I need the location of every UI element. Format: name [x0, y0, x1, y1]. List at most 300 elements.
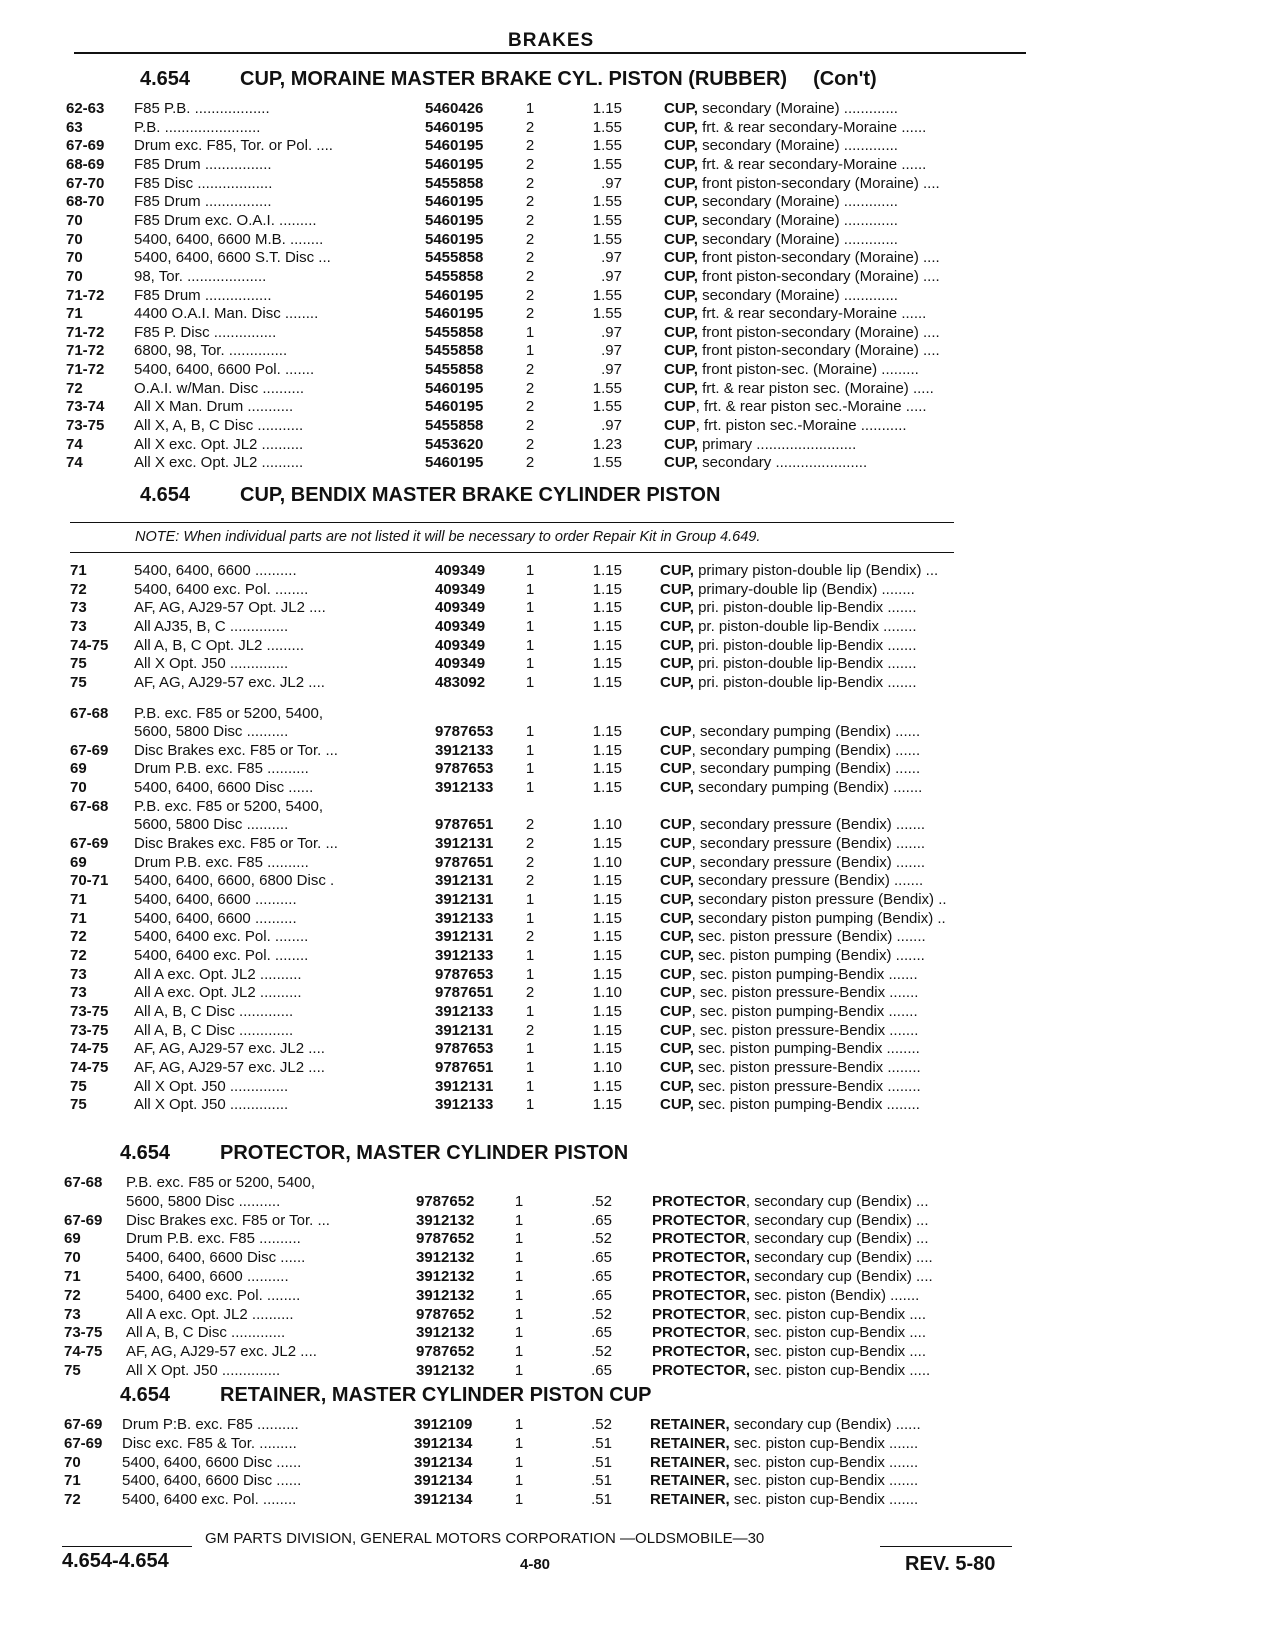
model-application: All A exc. Opt. JL2 .......... [134, 984, 302, 1001]
quantity: 2 [525, 454, 535, 471]
quantity: 2 [525, 305, 535, 322]
parts-row [0, 1491, 1280, 1509]
model-application: F85 Drum exc. O.A.I. ......... [134, 212, 317, 229]
price: 1.15 [592, 1003, 622, 1020]
price: .51 [591, 1491, 612, 1508]
price: .97 [601, 342, 622, 359]
parts-row [0, 1362, 1280, 1380]
model-year: 74-75 [70, 1040, 109, 1057]
parts-row [0, 1174, 1280, 1192]
model-year: 74 [66, 454, 83, 471]
model-year: 73-75 [70, 1003, 109, 1020]
quantity: 2 [525, 287, 535, 304]
price: 1.15 [592, 835, 622, 852]
model-year: 73 [70, 984, 87, 1001]
part-number: 3912132 [416, 1268, 475, 1285]
model-year: 73 [70, 618, 87, 635]
part-name: PROTECTOR [652, 1212, 746, 1229]
quantity: 2 [525, 193, 535, 210]
model-year: 67-69 [64, 1416, 103, 1433]
model-year: 72 [66, 380, 83, 397]
model-application: 4400 O.A.I. Man. Disc ........ [134, 305, 319, 322]
part-detail: secondary (Moraine) ............. [697, 193, 898, 210]
model-application: F85 Drum ................ [134, 287, 272, 304]
model-year: 75 [70, 674, 87, 691]
model-year: 69 [70, 760, 87, 777]
price: 1.15 [592, 100, 622, 117]
part-detail: primary ........................ [697, 436, 857, 453]
quantity: 2 [525, 175, 535, 192]
model-year: 67-68 [64, 1174, 103, 1191]
price: .65 [591, 1287, 612, 1304]
part-detail: , secondary pressure (Bendix) ....... [691, 854, 926, 871]
price: 1.15 [592, 723, 622, 740]
part-description [664, 268, 1010, 286]
section-note: NOTE: When individual parts are not listed it will be necessary to order Repair Kit in Group 4.649. [135, 529, 761, 545]
part-name: CUP, [664, 342, 698, 359]
part-name: CUP, [664, 454, 698, 471]
model-year: 70 [64, 1249, 81, 1266]
part-name: RETAINER, [650, 1435, 730, 1452]
parts-row [0, 1078, 1280, 1096]
part-description [660, 966, 1010, 984]
part-number: 5455858 [425, 324, 484, 341]
part-description [650, 1472, 1010, 1490]
parts-row [0, 835, 1280, 853]
part-description [650, 1491, 1010, 1509]
part-number: 3912134 [414, 1472, 473, 1489]
part-name: CUP, [660, 618, 694, 635]
part-number: 9787653 [435, 723, 494, 740]
part-detail: secondary piston pumping (Bendix) .. [693, 910, 946, 927]
model-year: 71-72 [66, 342, 105, 359]
part-name: CUP, [660, 872, 694, 889]
part-name: CUP, [660, 1078, 694, 1095]
part-detail: primary-double lip (Bendix) ........ [693, 581, 915, 598]
section-title [120, 1142, 628, 1165]
price: 1.15 [592, 910, 622, 927]
parts-row [0, 324, 1280, 342]
model-application: All A, B, C Disc ............. [134, 1022, 294, 1039]
parts-row [0, 156, 1280, 174]
part-detail: secondary (Moraine) ............. [697, 287, 898, 304]
part-description [660, 760, 1010, 778]
parts-row [0, 1343, 1280, 1361]
section-title-text: CUP, MORAINE MASTER BRAKE CYL. PISTON (RUBBER) [240, 68, 788, 90]
section-group-number: 4.654 [140, 484, 191, 506]
model-application: 5400, 6400, 6600 Disc ...... [122, 1454, 302, 1471]
model-application: All A, B, C Disc ............. [126, 1324, 286, 1341]
parts-row [0, 342, 1280, 360]
parts-row [0, 119, 1280, 137]
parts-row [0, 947, 1280, 965]
price: .65 [591, 1268, 612, 1285]
part-number: 3912132 [416, 1287, 475, 1304]
model-application: 5600, 5800 Disc .......... [134, 723, 289, 740]
quantity: 2 [525, 816, 535, 833]
section-title-text: RETAINER, MASTER CYLINDER PISTON CUP [220, 1384, 652, 1406]
part-number: 5460195 [425, 398, 484, 415]
part-number: 5460195 [425, 156, 484, 173]
part-detail: primary piston-double lip (Bendix) ... [693, 562, 939, 579]
model-application: 98, Tor. ................... [134, 268, 267, 285]
model-application: Drum P:B. exc. F85 .......... [122, 1416, 299, 1433]
part-detail: sec. piston cup-Bendix ....... [729, 1472, 919, 1489]
part-number: 5460195 [425, 119, 484, 136]
part-description [664, 342, 1010, 360]
quantity: 1 [525, 742, 535, 759]
quantity: 1 [514, 1287, 524, 1304]
parts-row [0, 137, 1280, 155]
price: 1.15 [592, 1022, 622, 1039]
parts-row [0, 175, 1280, 193]
quantity: 1 [525, 723, 535, 740]
part-name: CUP [660, 1022, 692, 1039]
parts-row [0, 966, 1280, 984]
price: 1.15 [592, 872, 622, 889]
model-application: 5400, 6400, 6600 S.T. Disc ... [134, 249, 331, 266]
part-detail: sec. piston cup-Bendix ....... [729, 1435, 919, 1452]
model-application: All A exc. Opt. JL2 .......... [126, 1306, 294, 1323]
part-description [652, 1230, 1010, 1248]
model-application: 5400, 6400, 6600 Disc ...... [122, 1472, 302, 1489]
price: 1.15 [592, 1096, 622, 1113]
model-application: AF, AG, AJ29-57 exc. JL2 .... [126, 1343, 317, 1360]
quantity: 1 [514, 1193, 524, 1210]
part-name: CUP, [664, 324, 698, 341]
part-number: 3912132 [416, 1249, 475, 1266]
price: .97 [601, 324, 622, 341]
quantity: 2 [525, 249, 535, 266]
parts-row [0, 287, 1280, 305]
parts-row [0, 212, 1280, 230]
quantity: 1 [514, 1472, 524, 1489]
part-description [660, 872, 1010, 890]
part-name: PROTECTOR [652, 1193, 746, 1210]
part-detail: , secondary pressure (Bendix) ....... [691, 835, 926, 852]
model-application: All AJ35, B, C .............. [134, 618, 289, 635]
parts-row [0, 599, 1280, 617]
part-number: 3912109 [414, 1416, 473, 1433]
parts-row [0, 581, 1280, 599]
part-name: CUP, [660, 928, 694, 945]
part-number: 3912132 [416, 1212, 475, 1229]
model-year: 73-75 [70, 1022, 109, 1039]
parts-row [0, 305, 1280, 323]
model-application: Disc exc. F85 & Tor. ......... [122, 1435, 297, 1452]
model-year: 72 [64, 1287, 81, 1304]
model-application: AF, AG, AJ29-57 exc. JL2 .... [134, 1059, 325, 1076]
part-number: 5460426 [425, 100, 484, 117]
part-description [660, 655, 1010, 673]
part-description [650, 1454, 1010, 1472]
part-number: 5460195 [425, 305, 484, 322]
quantity: 1 [514, 1306, 524, 1323]
model-application: All A, B, C Opt. JL2 ......... [134, 637, 305, 654]
parts-row [0, 1472, 1280, 1490]
part-number: 5455858 [425, 268, 484, 285]
part-name: CUP [660, 723, 692, 740]
model-application: 5400, 6400, 6600, 6800 Disc . [134, 872, 335, 889]
part-number: 3912134 [414, 1454, 473, 1471]
model-application: All A exc. Opt. JL2 .......... [134, 966, 302, 983]
parts-row [0, 1003, 1280, 1021]
part-number: 3912131 [435, 835, 494, 852]
model-year: 72 [70, 947, 87, 964]
model-year: 71 [70, 891, 87, 908]
parts-row [0, 984, 1280, 1002]
part-number: 409349 [435, 581, 486, 598]
part-description [664, 417, 1010, 435]
part-name: CUP, [660, 1059, 694, 1076]
part-number: 9787652 [416, 1230, 475, 1247]
part-number: 409349 [435, 562, 486, 579]
part-name: CUP, [664, 361, 698, 378]
model-year: 73-74 [66, 398, 105, 415]
parts-row [0, 1040, 1280, 1058]
model-year: 73-75 [64, 1324, 103, 1341]
model-application: 5400, 6400 exc. Pol. ........ [134, 928, 309, 945]
part-number: 5453620 [425, 436, 484, 453]
model-application: O.A.I. w/Man. Disc .......... [134, 380, 305, 397]
quantity: 2 [525, 928, 535, 945]
quantity: 1 [514, 1435, 524, 1452]
part-number: 409349 [435, 599, 486, 616]
model-year: 71 [66, 305, 83, 322]
price: 1.15 [592, 1040, 622, 1057]
price: 1.15 [592, 637, 622, 654]
quantity: 1 [525, 779, 535, 796]
price: .51 [591, 1454, 612, 1471]
part-description [660, 835, 1010, 853]
part-name: CUP, [664, 212, 698, 229]
part-detail: , sec. piston pumping-Bendix ....... [691, 1003, 918, 1020]
price: 1.10 [592, 984, 622, 1001]
part-name: CUP, [664, 436, 698, 453]
parts-row [0, 1435, 1280, 1453]
part-name: CUP, [660, 655, 694, 672]
model-application: 5400, 6400, 6600 Disc ...... [126, 1249, 306, 1266]
part-number: 3912131 [435, 1022, 494, 1039]
price: .97 [601, 417, 622, 434]
parts-row [0, 1249, 1280, 1267]
part-name: CUP, [664, 156, 698, 173]
part-number: 3912133 [435, 1096, 494, 1113]
part-number: 9787653 [435, 760, 494, 777]
model-application: Disc Brakes exc. F85 or Tor. ... [134, 835, 338, 852]
quantity: 2 [525, 361, 535, 378]
part-detail: frt. & rear secondary-Moraine ...... [697, 305, 927, 322]
quantity: 1 [514, 1416, 524, 1433]
part-detail: pri. piston-double lip-Bendix ....... [693, 674, 917, 691]
part-description [664, 380, 1010, 398]
part-detail: , secondary pumping (Bendix) ...... [691, 742, 921, 759]
parts-row [0, 779, 1280, 797]
part-description [664, 305, 1010, 323]
section-title [140, 68, 877, 91]
model-year: 70 [66, 231, 83, 248]
price: .51 [591, 1472, 612, 1489]
page-header: BRAKES [508, 30, 595, 51]
part-number: 5455858 [425, 249, 484, 266]
part-name: CUP, [664, 268, 698, 285]
model-year: 67-68 [70, 705, 109, 722]
part-detail: front piston-secondary (Moraine) .... [697, 268, 940, 285]
model-application: 6800, 98, Tor. .............. [134, 342, 288, 359]
quantity: 2 [525, 835, 535, 852]
parts-row [0, 100, 1280, 118]
model-application: 5400, 6400, 6600 .......... [134, 891, 297, 908]
model-year: 70 [64, 1454, 81, 1471]
parts-row [0, 417, 1280, 435]
model-year: 73 [70, 599, 87, 616]
model-application: 5400, 6400, 6600 Pol. ....... [134, 361, 315, 378]
quantity: 1 [525, 342, 535, 359]
parts-row [0, 742, 1280, 760]
quantity: 2 [525, 398, 535, 415]
quantity: 2 [525, 854, 535, 871]
footer-rule-right [880, 1546, 1012, 1547]
model-year: 75 [64, 1362, 81, 1379]
section-title [120, 1384, 652, 1407]
part-description [664, 231, 1010, 249]
part-detail: secondary ...................... [697, 454, 868, 471]
model-year: 75 [70, 655, 87, 672]
part-number: 9787652 [416, 1343, 475, 1360]
part-description [664, 156, 1010, 174]
quantity: 1 [525, 581, 535, 598]
part-name: RETAINER, [650, 1454, 730, 1471]
model-year: 68-69 [66, 156, 105, 173]
part-name: CUP, [664, 193, 698, 210]
part-name: CUP [660, 984, 692, 1001]
model-application: Drum P.B. exc. F85 .......... [134, 854, 309, 871]
parts-row [0, 1022, 1280, 1040]
model-application: All X Opt. J50 .............. [134, 1078, 289, 1095]
price: 1.15 [592, 742, 622, 759]
part-detail: , secondary cup (Bendix) ... [745, 1212, 929, 1229]
parts-row [0, 454, 1280, 472]
model-application: Disc Brakes exc. F85 or Tor. ... [126, 1212, 330, 1229]
model-year: 67-68 [70, 798, 109, 815]
parts-row [0, 655, 1280, 673]
parts-row [0, 562, 1280, 580]
part-description [660, 1078, 1010, 1096]
part-detail: pri. piston-double lip-Bendix ....... [693, 655, 917, 672]
model-application: All X exc. Opt. JL2 .......... [134, 454, 304, 471]
quantity: 2 [525, 380, 535, 397]
part-number: 9787652 [416, 1306, 475, 1323]
part-name: CUP, [664, 175, 698, 192]
part-description [660, 854, 1010, 872]
part-description [664, 212, 1010, 230]
parts-row [0, 1324, 1280, 1342]
part-name: RETAINER, [650, 1491, 730, 1508]
part-description [660, 674, 1010, 692]
model-application: F85 Drum ................ [134, 193, 272, 210]
quantity: 1 [525, 618, 535, 635]
quantity: 1 [525, 562, 535, 579]
footer-group-range: 4.654-4.654 [62, 1550, 169, 1572]
part-detail: front piston-secondary (Moraine) .... [697, 324, 940, 341]
part-number: 5455858 [425, 342, 484, 359]
price: 1.55 [592, 212, 622, 229]
model-year: 62-63 [66, 100, 105, 117]
parts-row [0, 1059, 1280, 1077]
part-description [652, 1249, 1010, 1267]
part-description [660, 928, 1010, 946]
part-number: 5460195 [425, 287, 484, 304]
model-application: 5600, 5800 Disc .......... [134, 816, 289, 833]
parts-row [0, 637, 1280, 655]
parts-row [0, 1306, 1280, 1324]
part-description [652, 1324, 1010, 1342]
quantity: 1 [514, 1491, 524, 1508]
part-name: PROTECTOR, [652, 1268, 751, 1285]
part-description [664, 249, 1010, 267]
model-application: All X Opt. J50 .............. [134, 1096, 289, 1113]
price: 1.15 [592, 581, 622, 598]
quantity: 2 [525, 231, 535, 248]
model-year: 67-69 [64, 1435, 103, 1452]
price: .97 [601, 361, 622, 378]
quantity: 2 [525, 417, 535, 434]
parts-row [0, 193, 1280, 211]
part-name: CUP, [664, 137, 698, 154]
model-year: 74 [66, 436, 83, 453]
part-description [660, 779, 1010, 797]
part-description [660, 1003, 1010, 1021]
part-number: 5460195 [425, 212, 484, 229]
part-name: CUP, [660, 891, 694, 908]
model-year: 74-75 [70, 637, 109, 654]
part-number: 3912132 [416, 1324, 475, 1341]
parts-row [0, 674, 1280, 692]
model-application: Drum P.B. exc. F85 .......... [134, 760, 309, 777]
quantity: 1 [525, 1003, 535, 1020]
price: 1.15 [592, 674, 622, 691]
parts-row [0, 618, 1280, 636]
part-name: CUP, [660, 674, 694, 691]
part-description [660, 1096, 1010, 1114]
part-number: 3912131 [435, 872, 494, 889]
model-year: 70 [70, 779, 87, 796]
part-description [660, 581, 1010, 599]
part-detail: , secondary pumping (Bendix) ...... [691, 760, 921, 777]
quantity: 1 [525, 1096, 535, 1113]
part-detail: secondary pressure (Bendix) ....... [693, 872, 924, 889]
part-number: 3912131 [435, 891, 494, 908]
part-number: 3912133 [435, 910, 494, 927]
part-number: 5460195 [425, 380, 484, 397]
parts-row [0, 705, 1280, 723]
model-application: 5400, 6400, 6600 .......... [134, 910, 297, 927]
quantity: 2 [525, 984, 535, 1001]
header-rule [74, 52, 1026, 54]
part-name: CUP, [664, 305, 698, 322]
part-description [660, 599, 1010, 617]
part-detail: sec. piston (Bendix) ....... [750, 1287, 920, 1304]
part-number: 9787651 [435, 854, 494, 871]
part-name: CUP, [664, 100, 698, 117]
parts-row [0, 1287, 1280, 1305]
price: 1.10 [592, 854, 622, 871]
quantity: 1 [514, 1268, 524, 1285]
model-year: 72 [70, 581, 87, 598]
part-number: 5460195 [425, 193, 484, 210]
part-description [652, 1343, 1010, 1361]
model-application: F85 P.B. .................. [134, 100, 270, 117]
